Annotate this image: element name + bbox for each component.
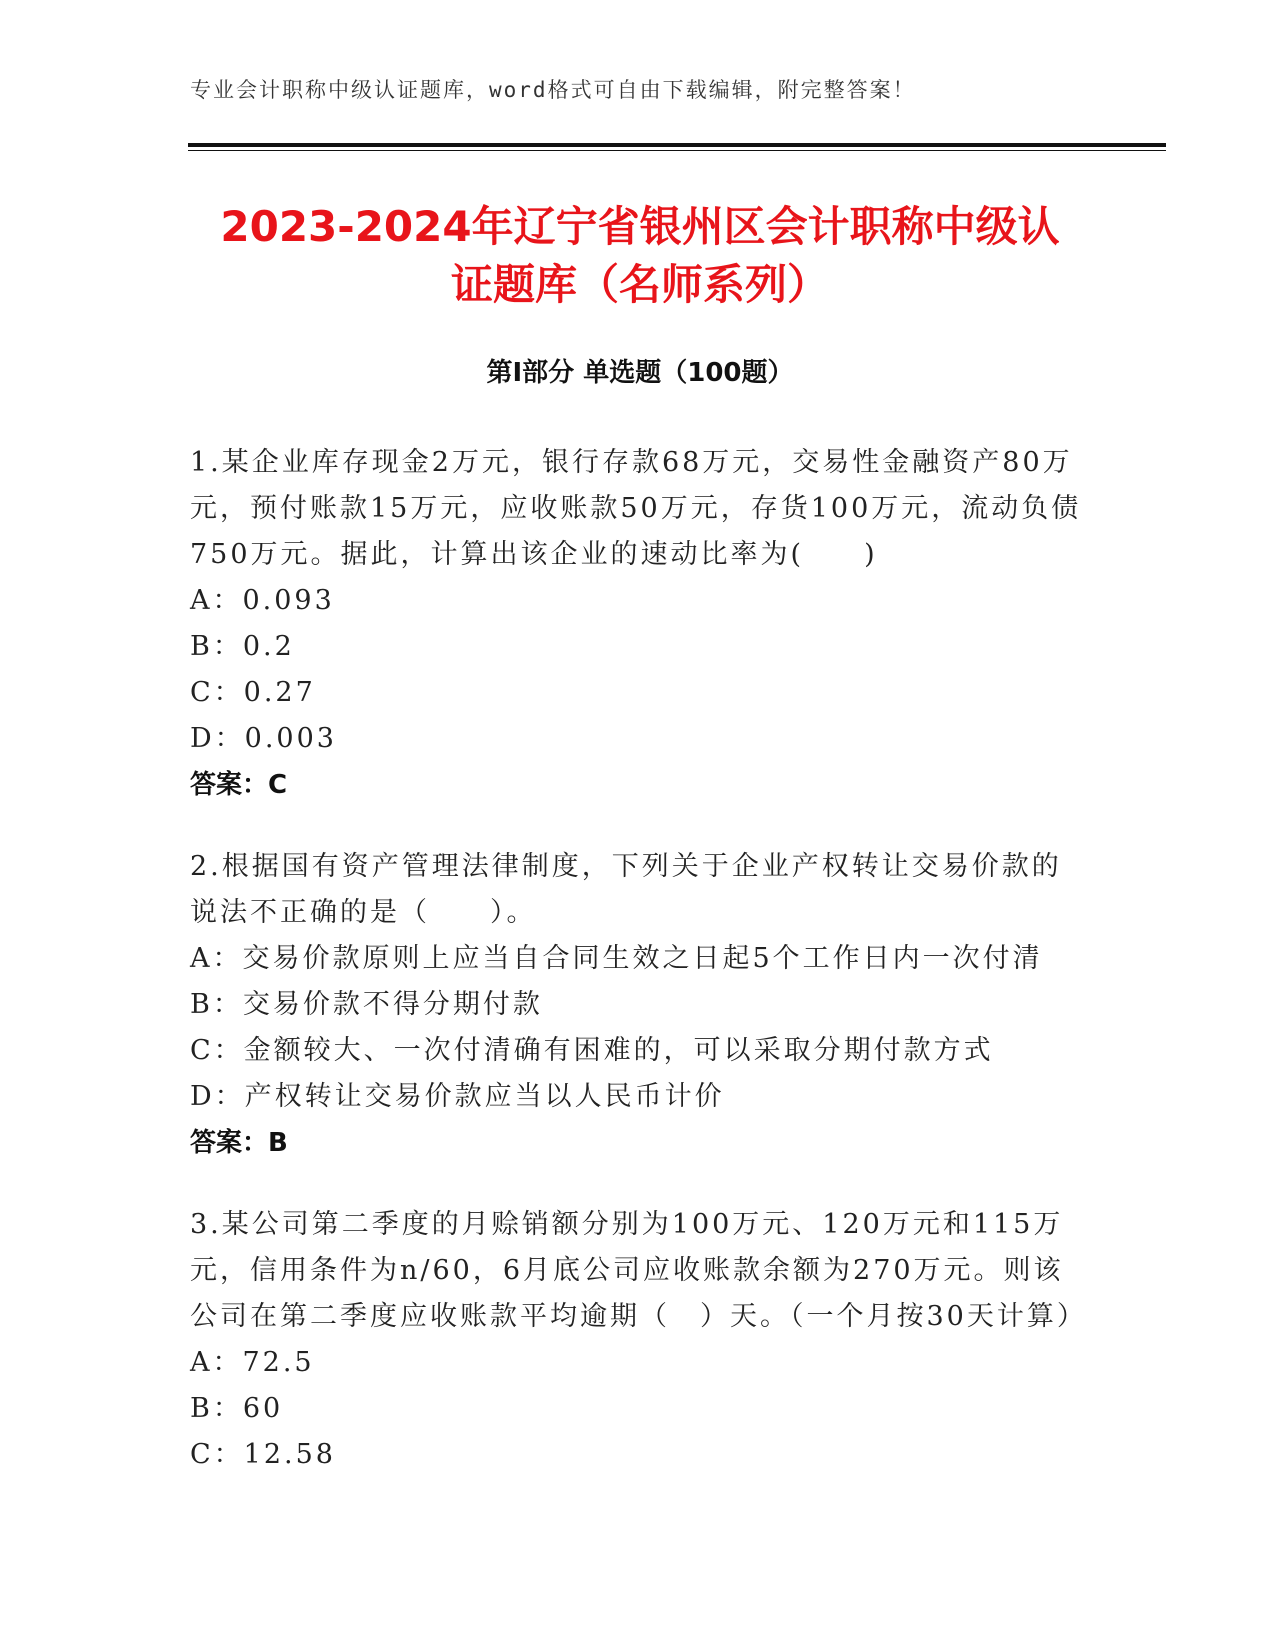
question-2-option-d: D：产权转让交易价款应当以人民币计价 [190, 1081, 725, 1112]
question-1-option-a: A：0.093 [190, 585, 335, 616]
document-title-line-1: 2023-2024年辽宁省银州区会计职称中级认 [220, 202, 1060, 251]
question-2-option-b: B：交易价款不得分期付款 [190, 989, 543, 1020]
section-title: 第Ⅰ部分 单选题（100题） [486, 358, 794, 388]
document-title-line-2: 证题库（名师系列） [450, 260, 829, 309]
question-2-option-a: A：交易价款原则上应当自合同生效之日起5个工作日内一次付清 [190, 943, 1043, 974]
question-1-option-d: D：0.003 [190, 723, 337, 754]
question-2-answer: 答案：B [190, 1128, 288, 1158]
question-3-option-c: C：12.58 [190, 1439, 336, 1470]
question-3-option-b: B：60 [190, 1393, 284, 1424]
question-2 [190, 844, 1090, 1166]
question-2-text: 2.根据国有资产管理法律制度，下列关于企业产权转让交易价款的说法不正确的是（ ）。 [190, 851, 1062, 928]
question-1-option-c: C：0.27 [190, 677, 316, 708]
document-title [190, 198, 1090, 314]
question-2-option-c: C：金额较大、一次付清确有困难的，可以采取分期付款方式 [190, 1035, 994, 1066]
question-1 [190, 440, 1090, 808]
question-1-option-b: B：0.2 [190, 631, 295, 662]
question-1-answer: 答案：C [190, 770, 288, 800]
question-3 [190, 1202, 1090, 1478]
question-3-text: 3.某公司第二季度的月赊销额分别为100万元、120万元和115万元，信用条件为n/60，6月底公司应收账款余额为270万元。则该公司在第二季度应收账款平均逾期（ ）天。（一个月按30天计算） [190, 1209, 1087, 1332]
question-3-option-a: A：72.5 [190, 1347, 315, 1378]
question-1-text: 1.某企业库存现金2万元，银行存款68万元，交易性金融资产80万元，预付账款15万元，应收账款50万元，存货100万元，流动负债750万元。据此，计算出该企业的速动比率为( ) [190, 447, 1082, 570]
header-rule-thick [188, 143, 1166, 147]
header-rule-thin [188, 150, 1166, 151]
header-note: 专业会计职称中级认证题库，word格式可自由下载编辑，附完整答案！ [190, 78, 916, 102]
question-list [190, 440, 1090, 1514]
